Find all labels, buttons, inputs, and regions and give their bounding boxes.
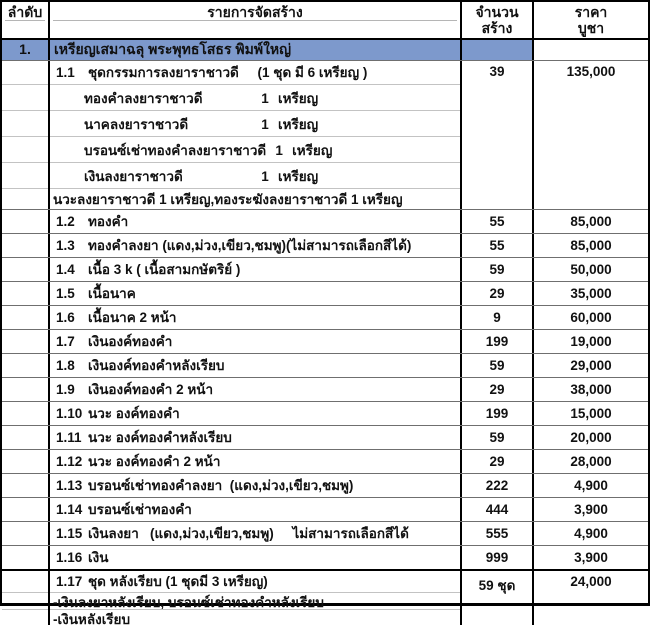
row-item-cell — [48, 282, 460, 305]
item-qty: 59 — [460, 354, 532, 377]
last-no-column — [2, 571, 48, 625]
set-note: นวะลงยาราชาวดี 1 เหรียญ,ทองระฆังลงยาราชาวดี 1 เหรียญ — [50, 188, 460, 209]
item-price: 20,000 — [532, 426, 648, 449]
table-row — [2, 329, 648, 353]
row-item-cell — [48, 306, 460, 329]
last-qty: 59 ชุด — [460, 571, 532, 625]
item-no: 1.13 — [56, 478, 83, 493]
set-sub-row — [50, 110, 460, 136]
sub-item-name: ทองคำลงยาราชาวดี — [84, 91, 203, 106]
row-no-cell — [2, 210, 48, 233]
header-qty-line1: จำนวน — [475, 4, 519, 20]
item-name: เงินองค์ทองคำ — [88, 334, 173, 349]
sub-item-qty: 1 — [261, 169, 269, 184]
section-number: 1. — [2, 40, 48, 60]
item-price: 35,000 — [532, 282, 648, 305]
sub-item-unit: เหรียญ — [278, 169, 319, 184]
item-price: 3,900 — [532, 498, 648, 521]
last-set-block — [2, 569, 648, 625]
section-title: เหรียญเสมาฉลุ พระพุทธโสธร พิมพ์ใหญ่ — [48, 40, 460, 60]
item-name: บรอนซ์เช่าทองคำลงยา (แดง,ม่วง,เขียว,ชมพู) — [88, 478, 354, 493]
row-item-cell — [48, 378, 460, 401]
item-name: เนื้อนาค — [88, 286, 136, 301]
item-name: เงิน — [88, 550, 109, 565]
row-no-cell — [2, 546, 48, 569]
row-no-cell — [2, 474, 48, 497]
item-qty: 999 — [460, 546, 532, 569]
row-no-cell — [2, 258, 48, 281]
header-item-cell — [48, 2, 460, 38]
set-qty: 39 — [460, 61, 532, 209]
item-name: นวะ องค์ทองคำหลังเรียบ — [88, 430, 232, 445]
item-no: 1.2 — [56, 214, 75, 229]
table-row — [2, 305, 648, 329]
row-item-cell — [48, 450, 460, 473]
item-name: ทองคำลงยา (แดง,ม่วง,เขียว,ชมพู)(ไม่สามารถเลือกสีได้) — [88, 238, 412, 253]
item-name: ชุด หลังเรียบ (1 ชุดมี 3 เหรียญ) — [88, 574, 268, 589]
set-no-spacer — [2, 61, 48, 84]
item-no: 1.6 — [56, 310, 75, 325]
table-row — [2, 521, 648, 545]
item-no: 1.5 — [56, 286, 75, 301]
set-sub-row — [50, 136, 460, 162]
item-price: 50,000 — [532, 258, 648, 281]
table-row — [2, 281, 648, 305]
item-no: 1.1 — [56, 65, 75, 80]
item-qty: 222 — [460, 474, 532, 497]
header-qty-cell — [460, 2, 532, 38]
item-price: 28,000 — [532, 450, 648, 473]
header-item-label: รายการจัดสร้าง — [53, 4, 457, 21]
item-price: 60,000 — [532, 306, 648, 329]
row-item-cell — [48, 354, 460, 377]
sub-item-name: เงินลงยาราชาวดี — [84, 169, 183, 184]
header-price-line2: บูชา — [577, 20, 605, 36]
table-row — [2, 449, 648, 473]
item-qty: 29 — [460, 282, 532, 305]
row-no-cell — [2, 426, 48, 449]
row-item-cell — [48, 498, 460, 521]
sub-item-qty: 1 — [275, 143, 283, 158]
item-name: นวะ องค์ทองคำ — [88, 406, 180, 421]
item-price: 85,000 — [532, 210, 648, 233]
sub-item-unit: เหรียญ — [278, 91, 319, 106]
item-price: 85,000 — [532, 234, 648, 257]
table-row — [2, 233, 648, 257]
set-no-spacer — [2, 110, 48, 136]
set-no-spacer — [2, 136, 48, 162]
item-qty: 29 — [460, 378, 532, 401]
item-price: 15,000 — [532, 402, 648, 425]
last-no-spacer — [2, 592, 48, 609]
last-note-row: -เงินลงยาหลังเรียบ, บรอนซ์เช่าทองคำหลังเรียบ — [50, 592, 460, 609]
row-item-cell — [48, 546, 460, 569]
item-no: 1.7 — [56, 334, 75, 349]
item-name: เนื้อนาค 2 หน้า — [88, 310, 177, 325]
item-price: 19,000 — [532, 330, 648, 353]
item-no: 1.4 — [56, 262, 75, 277]
item-no: 1.12 — [56, 454, 83, 469]
set-sub-row — [50, 84, 460, 110]
row-no-cell — [2, 402, 48, 425]
row-no-cell — [2, 354, 48, 377]
item-price: 38,000 — [532, 378, 648, 401]
item-no: 1.10 — [56, 406, 83, 421]
section-row — [2, 38, 648, 60]
item-name: นวะ องค์ทองคำ 2 หน้า — [88, 454, 221, 469]
set-price: 135,000 — [532, 61, 648, 209]
table-row — [2, 401, 648, 425]
table-row — [2, 497, 648, 521]
row-item-cell — [48, 522, 460, 545]
section-qty-cell — [460, 40, 532, 60]
set-no-spacer — [2, 84, 48, 110]
last-no-spacer — [2, 609, 48, 626]
row-no-cell — [2, 282, 48, 305]
row-item-cell — [48, 210, 460, 233]
item-name: ชุดกรรมการลงยาราชาวดี — [88, 65, 239, 80]
row-item-cell — [48, 474, 460, 497]
item-name: เนื้อ 3 k ( เนื้อสามกษัตริย์ ) — [88, 262, 241, 277]
item-no: 1.16 — [56, 550, 83, 565]
header-price-line1: ราคา — [574, 4, 608, 20]
item-name: เงินองค์ทองคำ 2 หน้า — [88, 382, 214, 397]
sub-item-qty: 1 — [261, 91, 269, 106]
sub-item-name: บรอนซ์เช่าทองคำลงยาราชาวดี — [84, 143, 267, 158]
item-name: เงินลงยา (แดง,ม่วง,เขียว,ชมพู) ไม่สามารถเลือกสีได้ — [88, 526, 409, 541]
item-qty: 199 — [460, 402, 532, 425]
row-item-cell — [48, 402, 460, 425]
sub-item-name: นาคลงยาราชาวดี — [84, 117, 189, 132]
item-qty: 444 — [460, 498, 532, 521]
section-price-cell — [532, 40, 648, 60]
item-price: 29,000 — [532, 354, 648, 377]
table-row — [2, 545, 648, 569]
row-no-cell — [2, 234, 48, 257]
last-main-row — [50, 571, 460, 592]
table-row — [2, 209, 648, 233]
item-no: 1.9 — [56, 382, 75, 397]
table-row — [2, 257, 648, 281]
set-main-row — [50, 61, 460, 84]
sub-item-unit: เหรียญ — [292, 143, 333, 158]
row-no-cell — [2, 330, 48, 353]
item-no: 1.14 — [56, 502, 83, 517]
item-no: 1.15 — [56, 526, 83, 541]
sub-item-unit: เหรียญ — [278, 117, 319, 132]
table-header — [2, 2, 648, 38]
item-qty: 55 — [460, 210, 532, 233]
item-qty: 555 — [460, 522, 532, 545]
item-qty: 29 — [460, 450, 532, 473]
item-qty: 59 — [460, 258, 532, 281]
set-item-column — [48, 61, 460, 209]
item-name: เงินองค์ทองคำหลังเรียบ — [88, 358, 225, 373]
item-qty: 55 — [460, 234, 532, 257]
item-name: บรอนซ์เช่าทองคำ — [88, 502, 192, 517]
row-no-cell — [2, 306, 48, 329]
table-row — [2, 353, 648, 377]
set-sub-row — [50, 162, 460, 188]
row-no-cell — [2, 498, 48, 521]
item-qty: 9 — [460, 306, 532, 329]
row-item-cell — [48, 234, 460, 257]
header-no-label: ลำดับ — [5, 4, 45, 21]
last-item-column — [48, 571, 460, 625]
row-item-cell — [48, 330, 460, 353]
table-row — [2, 425, 648, 449]
last-no-spacer — [2, 571, 48, 592]
row-item-cell — [48, 426, 460, 449]
set-no-spacer — [2, 162, 48, 188]
row-no-cell — [2, 378, 48, 401]
item-qty: 59 — [460, 426, 532, 449]
row-no-cell — [2, 522, 48, 545]
table-body — [2, 209, 648, 569]
item-name: ทองคำ — [88, 214, 129, 229]
last-note-row: -เงินหลังเรียบ — [50, 609, 460, 626]
header-price-cell — [532, 2, 648, 38]
table-row — [2, 377, 648, 401]
header-qty-line2: สร้าง — [481, 20, 513, 36]
last-price: 24,000 — [532, 571, 648, 625]
sub-item-qty: 1 — [261, 117, 269, 132]
item-detail: (1 ชุด มี 6 เหรียญ ) — [238, 65, 368, 80]
item-price: 4,900 — [532, 522, 648, 545]
item-no: 1.11 — [56, 430, 82, 445]
set-no-column — [2, 61, 48, 209]
row-no-cell — [2, 450, 48, 473]
table-row — [2, 473, 648, 497]
row-item-cell — [48, 258, 460, 281]
item-price: 3,900 — [532, 546, 648, 569]
item-no: 1.3 — [56, 238, 75, 253]
header-no-cell — [2, 2, 48, 38]
item-qty: 199 — [460, 330, 532, 353]
set-block — [2, 60, 648, 209]
item-no: 1.8 — [56, 358, 75, 373]
item-price: 4,900 — [532, 474, 648, 497]
set-no-spacer — [2, 188, 48, 209]
item-no: 1.17 — [56, 574, 83, 589]
